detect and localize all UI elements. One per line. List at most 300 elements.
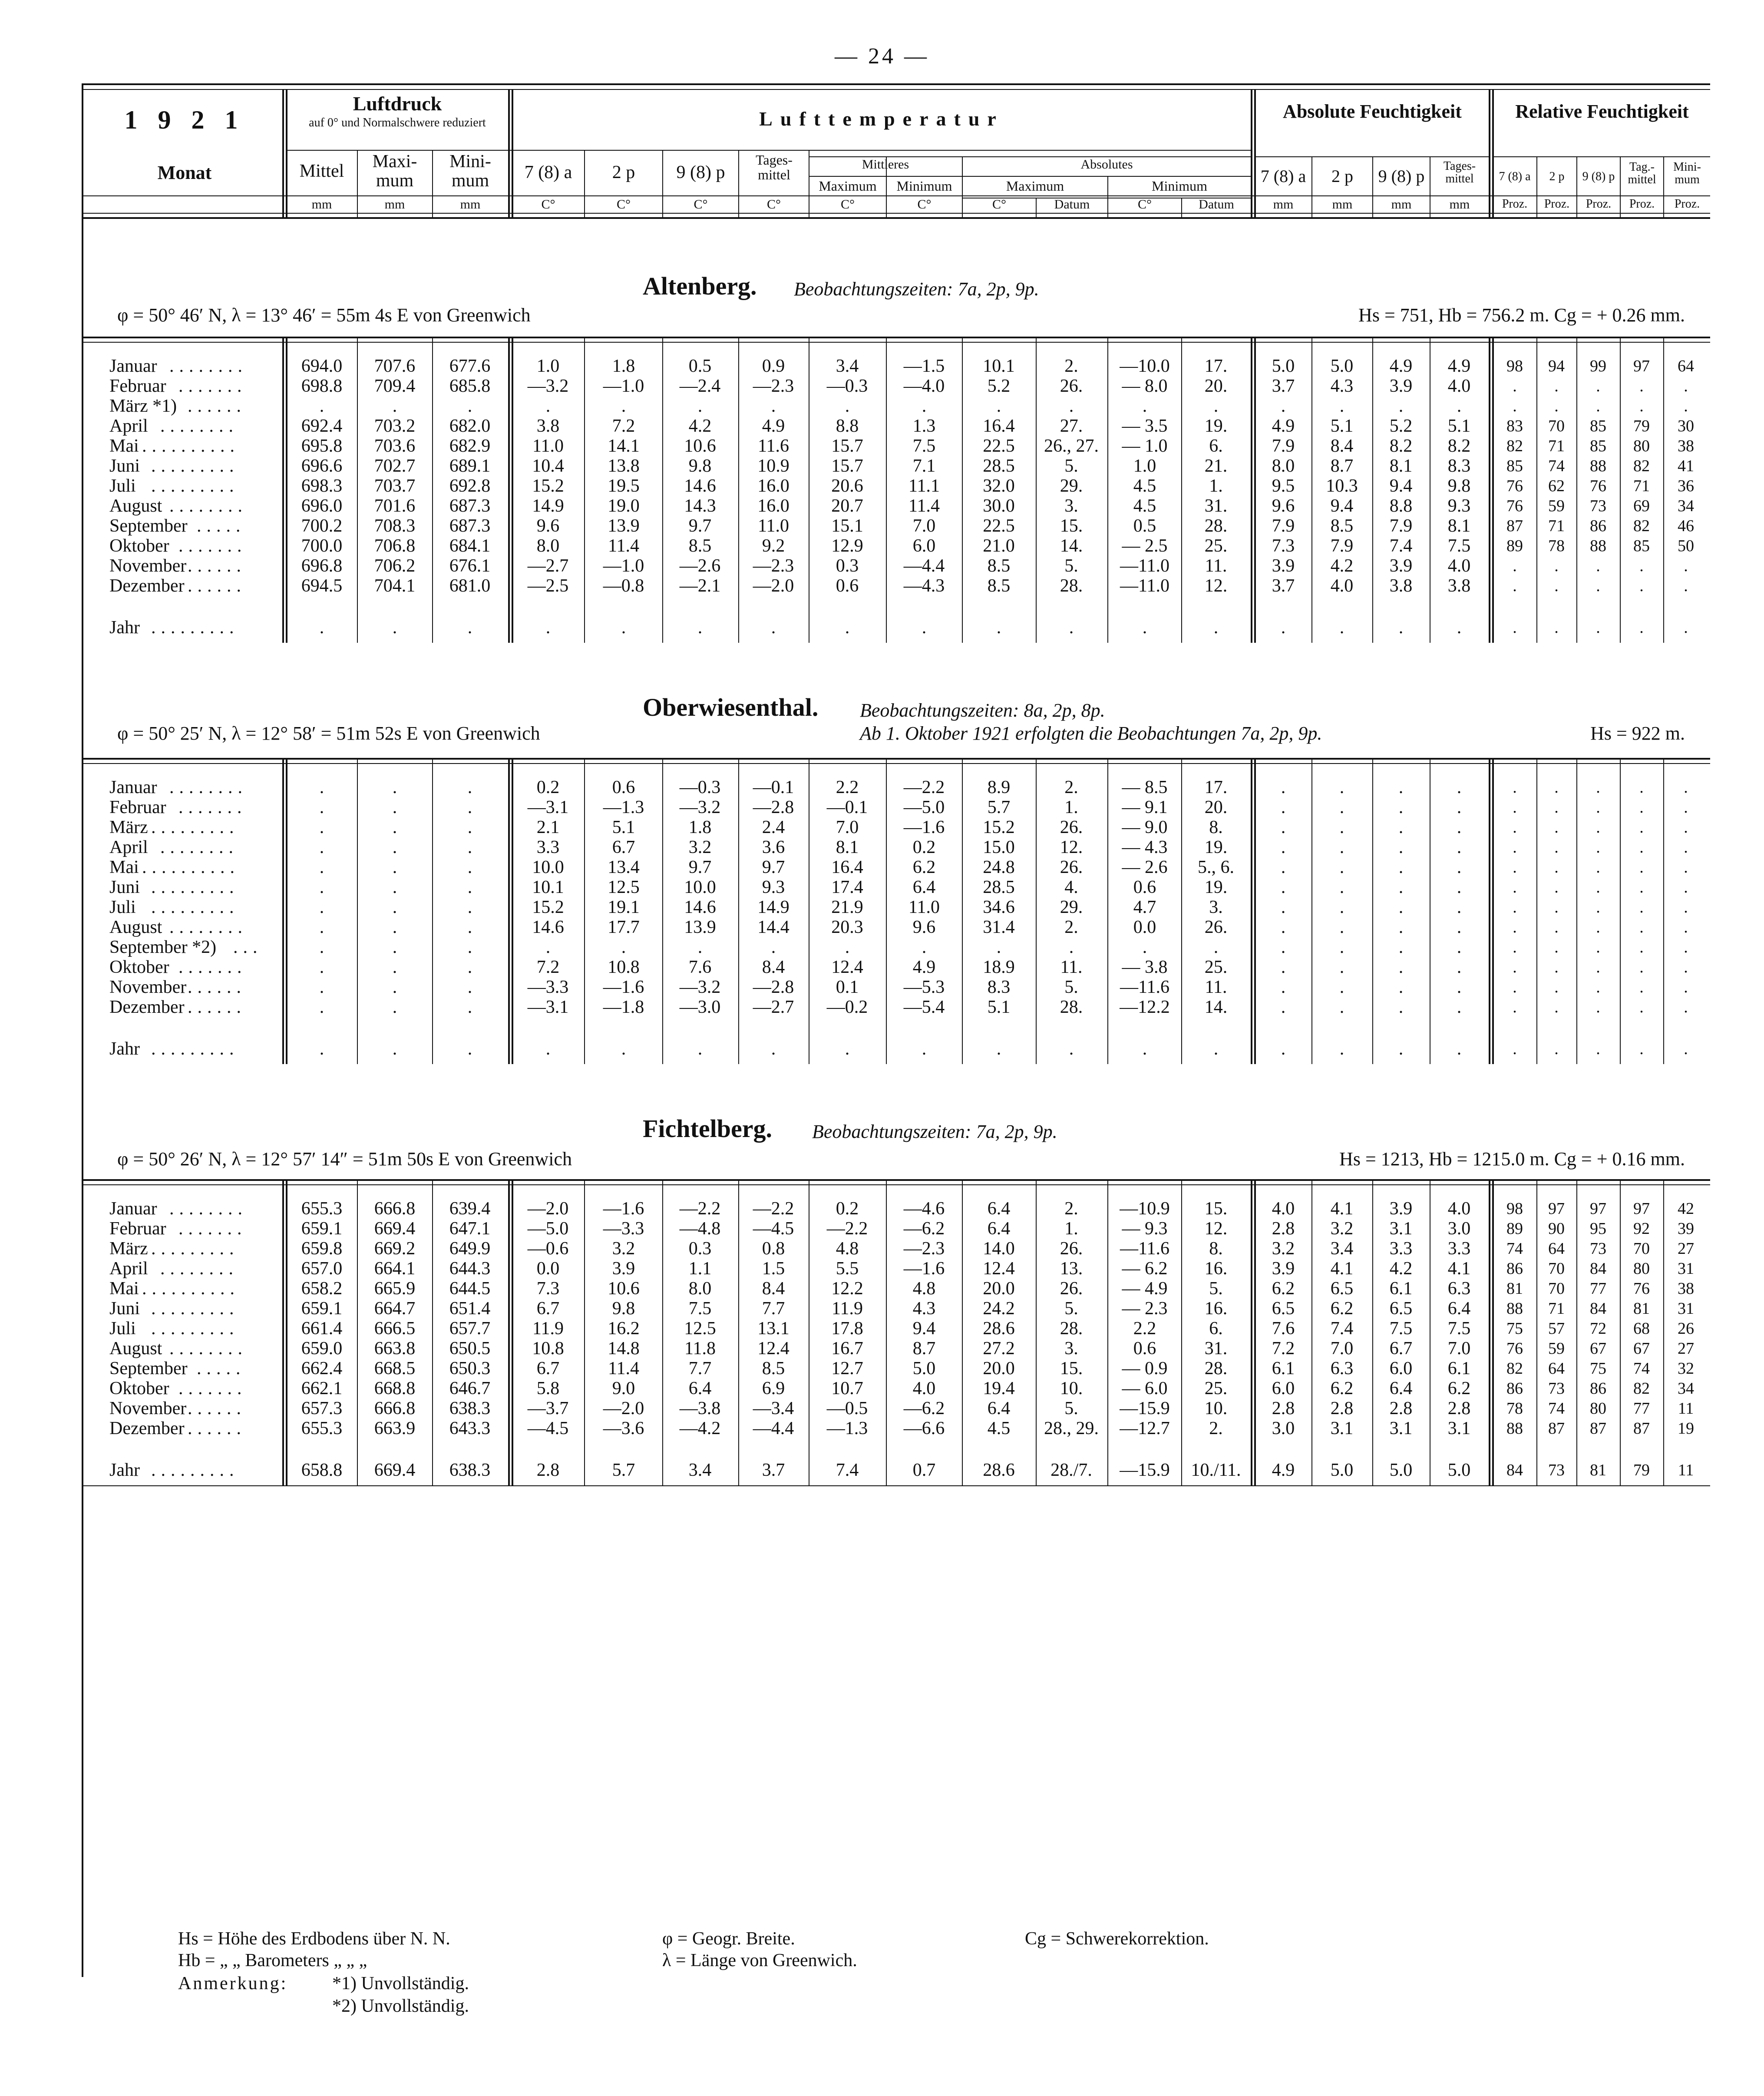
table-cell: —2.6 [679,556,721,576]
table-cell: 62 [1548,477,1565,495]
table-cell: 7.0 [912,516,936,536]
table-cell: 68 [1633,1319,1650,1338]
table-cell: 34 [1678,1379,1694,1398]
table-cell: 16. [1204,1259,1228,1279]
table-cell: —3.3 [527,977,569,997]
table-cell: . [319,837,324,857]
table-cell: 3.1 [1389,1418,1413,1438]
table-cell: . [996,396,1001,416]
table-cell: 655.3 [301,1199,343,1219]
table-cell: . [1281,917,1286,937]
table-cell: 659.8 [301,1239,343,1259]
leader-dots: ..... [197,516,246,536]
table-cell: . [1554,938,1559,956]
table-cell: 19.1 [608,897,640,917]
table-cell: 26 [1678,1319,1694,1338]
table-cell: 87 [1506,517,1523,535]
table-cell: 3.2 [1272,1239,1295,1259]
table-cell: . [467,917,472,937]
table-cell: 99 [1590,357,1606,375]
table-cell: 11.9 [832,1299,863,1319]
table-cell: 7.3 [536,1279,560,1299]
leader-dots: ......... [151,476,239,496]
month-label: Dezember [109,576,185,596]
table-cell: 1.3 [912,416,936,436]
legend-hs: Hs = Höhe des Erdbodens über N. N. [178,1929,450,1949]
table-row [0,1418,1764,1438]
table-cell: 76 [1590,477,1606,495]
table-cell: . [1398,957,1404,977]
table-cell: 3.9 [612,1259,635,1279]
table-cell: —0.3 [826,376,868,396]
table-cell: 13.9 [608,516,640,536]
table-cell: . [1554,577,1559,595]
table-cell: 70 [1548,1279,1565,1298]
table-cell: 4.0 [1447,376,1471,396]
table-cell: 3.2 [612,1239,635,1259]
table-cell: 73 [1548,1379,1565,1398]
table-cell: . [1639,557,1644,575]
table-cell: 2. [1064,777,1078,797]
table-cell: 1.8 [612,356,635,376]
table-cell: 5.8 [536,1379,560,1398]
table-cell: 659.0 [301,1339,343,1359]
table-cell: 13.1 [757,1319,790,1339]
table-cell: 5.0 [1272,356,1295,376]
table-cell: 10. [1204,1398,1228,1418]
table-cell: 0.2 [836,1199,859,1219]
table-cell: 7.5 [1447,536,1471,556]
table-cell: 1. [1209,476,1223,496]
table-cell: . [1281,618,1286,638]
table-cell: 29. [1060,897,1083,917]
table-cell: . [467,957,472,977]
table-cell: 2.8 [536,1460,560,1480]
table-cell: . [1684,577,1688,595]
page-number: — 24 — [835,44,929,69]
table-cell: 3.7 [762,1460,785,1480]
table-cell: . [1554,397,1559,415]
table-cell: . [1684,618,1688,637]
table-row [0,556,1764,576]
table-cell: — 6.0 [1122,1379,1168,1398]
table-cell: 6.2 [1330,1379,1354,1398]
table-cell: 4.2 [688,416,712,436]
leader-dots: ........ [160,1259,238,1279]
table-cell: —2.2 [753,1199,794,1219]
table-cell: 643.3 [449,1418,491,1438]
table-cell: . [771,396,776,416]
table-cell: 78 [1506,1399,1523,1418]
table-cell: 689.1 [449,456,491,476]
table-cell: 41 [1678,457,1694,475]
table-cell: —1.3 [826,1418,868,1438]
table-cell: 17.7 [608,917,640,937]
table-cell: . [1339,877,1344,897]
table-cell: 6.3 [1447,1279,1471,1299]
table-cell: —0.1 [826,797,868,817]
table-cell: 6.7 [612,837,635,857]
table-cell: —1.6 [603,1199,644,1219]
table-cell: 638.3 [449,1460,491,1480]
table-cell: . [319,396,324,416]
table-row [0,777,1764,797]
table-cell: 696.8 [301,556,343,576]
table-cell: . [1281,937,1286,957]
station-name: Oberwiesenthal. [643,693,819,721]
table-cell: . [1554,998,1559,1016]
table-cell: 9.8 [612,1299,635,1319]
table-cell: 3.3 [1389,1239,1413,1259]
table-cell: 6.4 [987,1398,1011,1418]
table-cell: . [1457,957,1462,977]
table-cell: . [1069,1039,1074,1059]
table-cell: 28. [1204,516,1228,536]
table-cell: 7.1 [912,456,936,476]
table-cell: . [467,877,472,897]
table-cell: 4.0 [1447,556,1471,576]
table-cell: 10./11. [1191,1460,1241,1480]
table-cell: . [467,396,472,416]
table-cell: 72 [1590,1319,1606,1338]
table-cell: . [1554,878,1559,896]
month-label: Juni [109,456,140,476]
table-cell: . [467,797,472,817]
month-label: April [109,416,148,436]
table-cell: 26. [1060,1239,1083,1259]
table-cell: . [1281,857,1286,877]
table-cell: . [1596,998,1600,1016]
table-cell: 5.1 [1330,416,1354,436]
table-cell: 1.0 [1133,456,1156,476]
table-cell: . [1596,377,1600,395]
table-cell: 30.0 [983,496,1015,516]
annotation-1: *1) Unvollständig. [332,1974,469,1994]
table-cell: 7.5 [1447,1319,1471,1339]
table-cell: 95 [1590,1220,1606,1238]
table-cell: . [1596,778,1600,797]
table-cell: 5. [1064,977,1078,997]
table-cell: 663.9 [374,1418,416,1438]
table-cell: 0.7 [912,1460,936,1480]
table-cell: 19. [1204,416,1228,436]
month-label: Jahr [109,618,140,638]
table-cell: 1. [1064,1219,1078,1239]
table-cell: . [1513,858,1517,876]
table-cell: 6.1 [1447,1359,1471,1379]
table-cell: 31. [1204,496,1228,516]
table-cell: 16.2 [608,1319,640,1339]
table-cell: 8.8 [836,416,859,436]
table-cell: 10.1 [532,877,564,897]
table-cell: 3.9 [1272,556,1295,576]
table-row [0,1199,1764,1219]
table-cell: 1.5 [762,1259,785,1279]
table-cell: 92 [1633,1220,1650,1238]
table-row [0,456,1764,476]
header-r-7a: 7 (8) a [1499,170,1531,183]
table-cell: 684.1 [449,536,491,556]
table-cell: . [1213,1039,1219,1059]
table-cell: 87 [1548,1419,1565,1438]
table-cell: 8.4 [1330,436,1354,456]
table-cell: 14. [1204,997,1228,1017]
observation-times: Beobachtungszeiten: 7a, 2p, 9p. [794,278,1039,300]
table-cell: . [1639,798,1644,817]
table-cell: . [1281,977,1286,997]
table-cell: 81 [1506,1279,1523,1298]
legend-phi: φ = Geogr. Breite. [662,1929,795,1949]
table-cell: 16.0 [757,476,790,496]
table-cell: . [1596,618,1600,637]
table-cell: 12.4 [757,1339,790,1359]
table-cell: 662.1 [301,1379,343,1398]
table-cell: 11 [1678,1399,1694,1418]
table-cell: 659.1 [301,1299,343,1319]
table-cell: 3.4 [1330,1239,1354,1259]
table-cell: . [697,618,703,638]
unit: Datum [1199,197,1234,212]
table-cell: 650.3 [449,1359,491,1379]
table-cell: 9.7 [688,516,712,536]
table-cell: . [467,997,472,1017]
table-cell: . [1281,1039,1286,1059]
table-cell: 13.9 [684,917,716,937]
table-cell: 17. [1204,777,1228,797]
table-cell: —1.8 [603,997,644,1017]
table-cell: . [392,797,397,817]
table-cell: 82 [1633,457,1650,475]
table-cell: . [996,1039,1001,1059]
table-cell: 7.0 [1330,1339,1354,1359]
table-cell: 7.3 [1272,536,1295,556]
month-label: September *2) [109,937,217,957]
table-cell: 4.1 [1330,1259,1354,1279]
table-cell: . [1457,797,1462,817]
table-cell: 6.0 [1272,1379,1295,1398]
table-cell: —5.0 [903,797,945,817]
table-cell: 5. [1064,556,1078,576]
table-cell: 10.7 [831,1379,863,1398]
table-cell: 11.0 [532,436,564,456]
unit: mm [1273,197,1294,212]
table-cell: 6.4 [688,1379,712,1398]
table-cell: . [845,1039,850,1059]
table-cell: . [771,1039,776,1059]
table-cell: 21.0 [983,536,1015,556]
table-cell: 12.5 [608,877,640,897]
table-cell: 698.3 [301,476,343,496]
table-cell: . [1684,397,1688,415]
table-cell: . [1457,777,1462,797]
month-label: Oktober [109,536,169,556]
observation-times: Beobachtungszeiten: 7a, 2p, 9p. [812,1121,1057,1142]
table-row [0,997,1764,1017]
table-cell: 14.9 [532,496,564,516]
table-cell: 87 [1590,1419,1606,1438]
table-cell: 57 [1548,1319,1565,1338]
table-cell: . [1596,397,1600,415]
table-cell: 7.4 [1330,1319,1354,1339]
leader-dots: ......... [151,877,239,897]
table-cell: 3.7 [1272,576,1295,596]
table-cell: —6.2 [903,1398,945,1418]
table-cell: . [467,897,472,917]
table-cell: 16.4 [983,416,1015,436]
table-cell: —15.9 [1120,1398,1170,1418]
table-row [0,356,1764,376]
table-cell: 6.4 [912,877,936,897]
table-cell: 14.4 [757,917,790,937]
table-cell: 8.5 [987,576,1011,596]
table-cell: — 2.5 [1122,536,1168,556]
table-cell: 701.6 [374,496,416,516]
table-cell: 9.6 [912,917,936,937]
table-row [0,1398,1764,1418]
table-cell: . [319,817,324,837]
table-cell: . [545,1039,551,1059]
month-label: Juli [109,1319,136,1339]
table-cell: 2.1 [536,817,560,837]
table-cell: . [697,1039,703,1059]
table-cell: 6.5 [1272,1299,1295,1319]
table-cell: — 9.1 [1122,797,1168,817]
header-minimum: Mini-mum [449,152,491,191]
table-cell: . [1639,838,1644,856]
table-cell: . [1398,977,1404,997]
table-cell: 4.1 [1330,1199,1354,1219]
header-t-9p: 9 (8) p [676,162,725,182]
table-cell: 89 [1506,1220,1523,1238]
table-cell: 14.3 [684,496,716,516]
table-cell: 4.2 [1389,1259,1413,1279]
table-cell: . [1142,396,1147,416]
table-cell: 2. [1064,1199,1078,1219]
table-cell: . [467,618,472,638]
table-cell: . [1639,618,1644,637]
table-cell: 25. [1204,957,1228,977]
leader-dots: ......... [151,1039,239,1059]
table-row [0,1279,1764,1299]
table-cell: 3.1 [1330,1418,1354,1438]
table-cell: 10.8 [532,1339,564,1359]
table-cell: 12.4 [983,1259,1015,1279]
table-cell: . [1339,777,1344,797]
table-cell: 638.3 [449,1398,491,1418]
table-cell: 9.6 [1272,496,1295,516]
table-cell: . [1596,838,1600,856]
header-t-2p: 2 p [612,162,635,182]
table-cell: 6.7 [536,1359,560,1379]
table-cell: . [1596,898,1600,916]
table-cell: 7.0 [836,817,859,837]
table-cell: 15.2 [532,897,564,917]
table-cell: 21.9 [831,897,863,917]
table-cell: . [467,937,472,957]
table-cell: . [1457,396,1462,416]
table-cell: —3.7 [527,1398,569,1418]
table-cell: 20.0 [983,1359,1015,1379]
table-cell: 28.6 [983,1319,1015,1339]
table-cell: 6.2 [1272,1279,1295,1299]
table-cell: — 4.3 [1122,837,1168,857]
table-cell: . [1684,557,1688,575]
table-cell: . [1639,958,1644,976]
table-cell: 1.8 [688,817,712,837]
table-cell: . [1554,958,1559,976]
table-cell: . [845,937,850,957]
table-row-year [0,618,1764,638]
table-cell: 11. [1205,977,1227,997]
table-cell: 59 [1548,1339,1565,1358]
table-cell: 6.5 [1330,1279,1354,1299]
leader-dots: ..... [197,1359,246,1379]
table-cell: . [922,937,927,957]
table-cell: —4.5 [753,1219,794,1239]
table-cell: 5. [1064,1299,1078,1319]
table-cell: —5.3 [903,977,945,997]
table-cell: —1.5 [903,356,945,376]
table-cell: . [1554,858,1559,876]
table-cell: 3.2 [1330,1219,1354,1239]
table-cell: . [922,618,927,638]
table-cell: 4.5 [1133,496,1156,516]
table-cell: 7.4 [836,1460,859,1480]
table-row [0,576,1764,596]
table-cell: 97 [1633,1200,1650,1218]
table-cell: . [392,957,397,977]
station-coordinates: φ = 50° 26′ N, λ = 12° 57′ 14″ = 51m 50s E von Greenwich [117,1148,572,1170]
table-cell: 4.7 [1133,897,1156,917]
table-cell: 88 [1506,1299,1523,1318]
table-cell: 4.9 [1447,356,1471,376]
header-r-9p: 9 (8) p [1582,170,1615,183]
table-cell: 26. [1060,817,1083,837]
table-cell: . [319,797,324,817]
table-cell: —11.0 [1120,556,1169,576]
table-cell: 1.1 [688,1259,712,1279]
table-cell: 2. [1064,917,1078,937]
table-cell: . [1339,897,1344,917]
table-cell: 10.0 [684,877,716,897]
table-cell: —2.7 [527,556,569,576]
header-tagesmittel: Tages-mittel [756,152,793,182]
table-cell: . [319,937,324,957]
table-cell: . [467,857,472,877]
table-cell: 0.9 [762,356,785,376]
leader-dots: ........ [169,1339,248,1359]
leader-dots: ......... [151,1460,239,1480]
table-cell: 2.8 [1447,1398,1471,1418]
table-cell: . [1639,918,1644,936]
table-cell: 19. [1204,837,1228,857]
table-cell: 669.2 [374,1239,416,1259]
table-cell: 0.8 [762,1239,785,1259]
table-cell: 5.0 [1330,356,1354,376]
table-cell: . [996,618,1001,638]
month-label: August [109,1339,162,1359]
table-rule [82,758,1710,760]
unit: Proz. [1586,197,1612,211]
unit: Proz. [1502,197,1528,211]
table-cell: —5.4 [903,997,945,1017]
table-cell: 85 [1633,537,1650,555]
table-cell: —2.1 [679,576,721,596]
table-cell: 3.3 [1447,1239,1471,1259]
table-cell: —2.2 [903,777,945,797]
unit: Proz. [1629,197,1655,211]
table-cell: 2. [1209,1418,1223,1438]
